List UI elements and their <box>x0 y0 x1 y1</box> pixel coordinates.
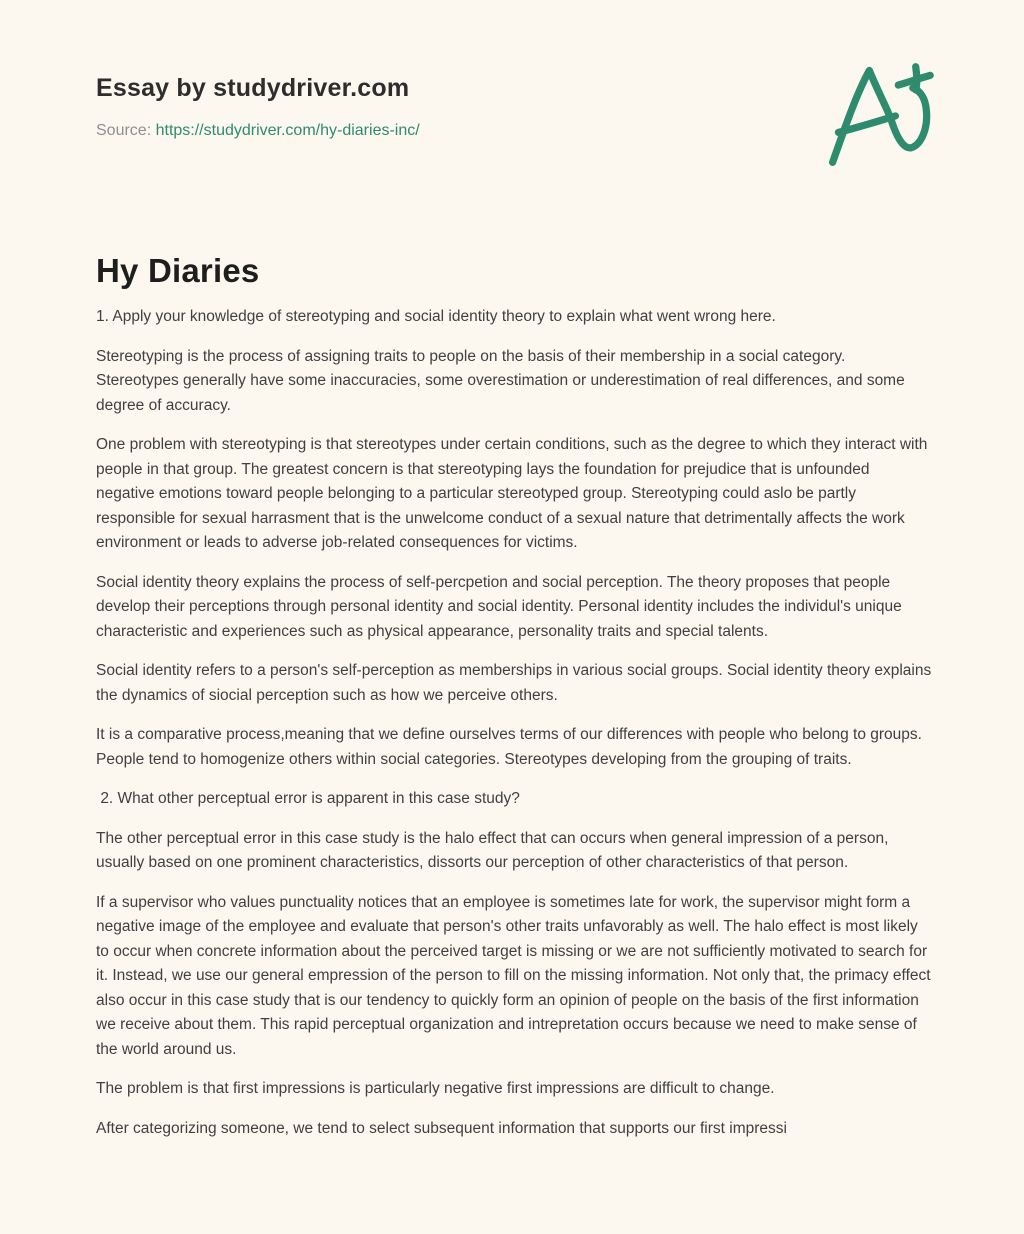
source-line <box>96 122 932 140</box>
essay-question-2: 2. What other perceptual error is apparent in this case study? <box>96 790 520 807</box>
essay-paragraph: One problem with stereotyping is that stereotypes under certain conditions, such as the degree to which they interact with people in that group. The greatest concern is that stereotyping lays the foundation for prejudice that is unfounded negative emotions toward people belonging to a particular stereotyped group. Stereotyping could aslo be partly responsible for sexual harrasment that is the unwelcome conduct of a sexual nature that detrimentally affects the work environment or leads to adverse job-related consequences for victims. <box>96 436 932 551</box>
essay-paragraph-truncated: After categorizing someone, we tend to select subsequent information that supports our first impressi <box>96 1119 787 1137</box>
content-column <box>96 0 936 1141</box>
page-header <box>96 0 932 140</box>
essay-paragraph: The other perceptual error in this case study is the halo effect that can occurs when general impression of a person, usually based on one prominent characteristics, dissorts our perception of other characteristics of that person. <box>96 829 893 871</box>
essay-paragraph: Social identity refers to a person's self-perception as memberships in various social groups. Social identity theory explains the dynamics of siocial perception such as how we perceive others. <box>96 662 936 704</box>
essay-paragraph: The problem is that first impressions is particularly negative first impressions are difficult to change. <box>96 1080 775 1097</box>
essay-paragraph: Social identity theory explains the process of self-percpetion and social perception. The theory proposes that people develop their perceptions through personal identity and social identity. Personal identity includes the individul's unique characteristic and experiences such as physical appearance, personality traits and special talents. <box>96 573 907 640</box>
essay-title: Hy Diaries <box>96 252 260 289</box>
essay-paragraph: If a supervisor who values punctuality notices that an employee is sometimes late for work, the supervisor might form a negative image of the employee and evaluate that person's other traits unfavorably as well. The halo effect is most likely to occur when concrete information about the perceived target is missing or we are not sufficiently motivated to search for it. Instead, we use our general empression of the person to fill on the missing information. Not only that, the primacy effect also occur in this case study that is our tendency to quickly form an opinion of people on the basis of the first information we receive about them. This rapid perceptual organization and intrepretation occurs because we need to make sense of the world around us. <box>96 893 935 1058</box>
essay-paragraph: It is a comparative process,meaning that we define ourselves terms of our differences with people who belong to groups. People tend to homogenize others within social categories. Stereotypes developing from the grouping of traits. <box>96 726 927 768</box>
source-url-link[interactable]: https://studydriver.com/hy-diaries-inc/ <box>155 122 420 139</box>
essay-paragraph: Stereotyping is the process of assigning traits to people on the basis of their membership in a social category. Stereotypes generally have some inaccuracies, some overestimation or underestimation of real differences, and some degree of accuracy. <box>96 347 910 414</box>
essay-body <box>96 305 936 1141</box>
essay-question-1: 1. Apply your knowledge of stereotyping and social identity theory to explain what went wrong here. <box>96 308 776 325</box>
source-label: Source: <box>96 122 152 139</box>
site-title: Essay by studydriver.com <box>96 74 410 102</box>
